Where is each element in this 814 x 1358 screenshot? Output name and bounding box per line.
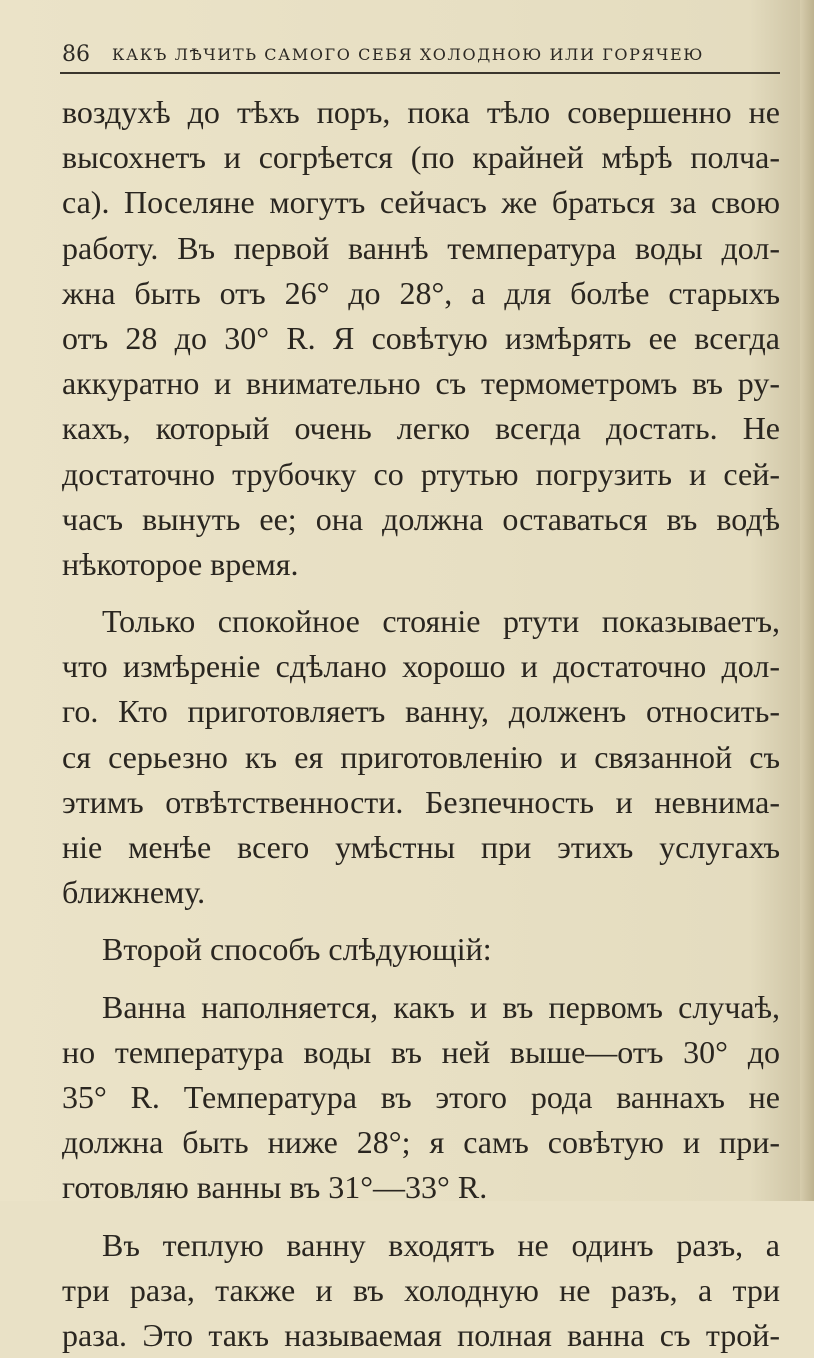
page-number: 86 [62, 40, 90, 70]
text-line: готовляю ванны въ 31°—33° R. [62, 1165, 780, 1210]
paragraph [62, 927, 780, 972]
running-title: КАКЪ ЛѢЧИТЬ САМОГО СЕБЯ ХОЛОДНОЮ ИЛИ ГОРЯЧЕЮ [112, 44, 704, 66]
text-line: отъ 28 до 30° R. Я совѣтую измѣрять ее всегда [62, 316, 780, 361]
text-line: что измѣреніе сдѣлано хорошо и достаточно дол- [62, 644, 780, 689]
text-line: этимъ отвѣтственности. Безпечность и невнима- [62, 780, 780, 825]
text-line: аккуратно и внимательно съ термометромъ въ ру- [62, 361, 780, 406]
page-edge [800, 0, 814, 1201]
text-line: раза. Это такъ называемая полная ванна съ трой- [62, 1313, 780, 1358]
paragraph [62, 90, 780, 587]
text-line: воздухѣ до тѣхъ поръ, пока тѣло совершенно не [62, 90, 780, 135]
text-line: Въ теплую ванну входятъ не одинъ разъ, а [62, 1223, 780, 1268]
paragraph [62, 599, 780, 915]
text-line: кахъ, который очень легко всегда достать. Не [62, 406, 780, 451]
text-line: но температура воды въ ней выше—отъ 30° до [62, 1030, 780, 1075]
paragraph [62, 1223, 780, 1358]
body-text [62, 90, 780, 1358]
text-line: ніе менѣе всего умѣстны при этихъ услугахъ [62, 825, 780, 870]
text-line: нѣкоторое время. [62, 542, 780, 587]
text-line: три раза, также и въ холодную не разъ, а три [62, 1268, 780, 1313]
running-head [62, 40, 782, 74]
text-line: ся серьезно къ ея приготовленію и связанной съ [62, 735, 780, 780]
text-line: жна быть отъ 26° до 28°, а для болѣе старыхъ [62, 271, 780, 316]
text-line: го. Кто приготовляетъ ванну, долженъ относить- [62, 689, 780, 734]
text-line: Ванна наполняется, какъ и въ первомъ случаѣ, [62, 985, 780, 1030]
text-line: ближнему. [62, 870, 780, 915]
text-line: должна быть ниже 28°; я самъ совѣтую и при- [62, 1120, 780, 1165]
text-line: Только спокойное стояніе ртути показываетъ, [62, 599, 780, 644]
text-line: часъ вынуть ее; она должна оставаться въ водѣ [62, 497, 780, 542]
paragraph [62, 985, 780, 1211]
text-line: достаточно трубочку со ртутью погрузить и сей- [62, 452, 780, 497]
text-line: высохнетъ и согрѣется (по крайней мѣрѣ полча- [62, 135, 780, 180]
text-line: Второй способъ слѣдующій: [62, 927, 780, 972]
text-line: са). Поселяне могутъ сейчасъ же браться за свою [62, 180, 780, 225]
text-line: работу. Въ первой ваннѣ температура воды дол- [62, 226, 780, 271]
header-rule [60, 72, 780, 74]
text-line: 35° R. Температура въ этого рода ваннахъ не [62, 1075, 780, 1120]
